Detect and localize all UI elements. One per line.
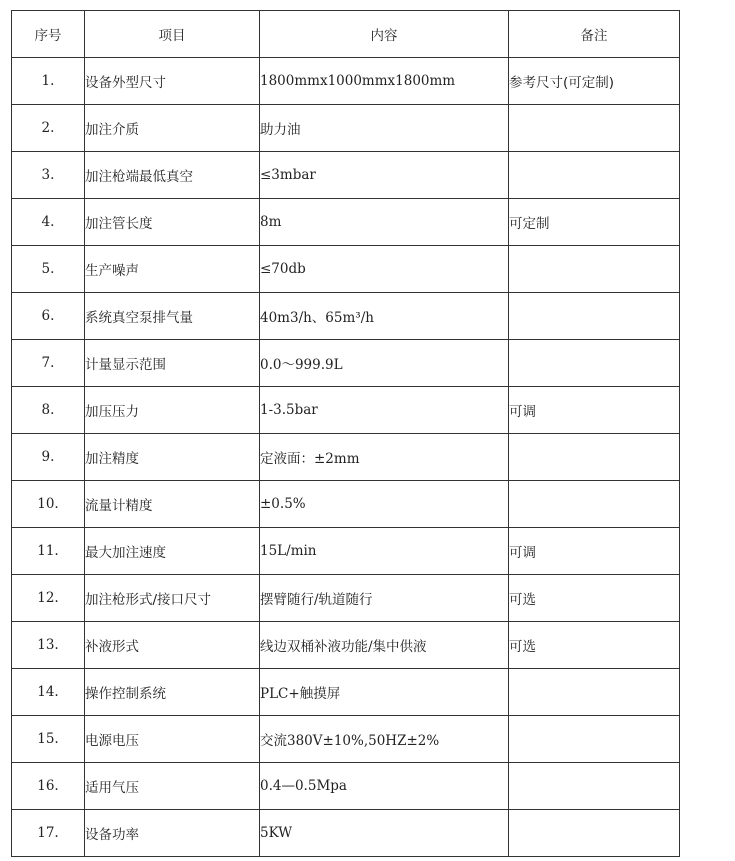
item-name: 最大加注速度	[85, 528, 260, 575]
item-content: 40m3/h、65m³/h	[260, 293, 509, 340]
row-number: 6.	[12, 293, 85, 340]
item-note	[509, 810, 680, 857]
item-name: 加压压力	[85, 387, 260, 434]
item-note: 可调	[509, 528, 680, 575]
item-name: 加注枪形式/接口尺寸	[85, 575, 260, 622]
item-content: 交流380V±10%,50HZ±2%	[260, 716, 509, 763]
row-number: 12.	[12, 575, 85, 622]
item-name: 适用气压	[85, 763, 260, 810]
row-number: 10.	[12, 481, 85, 528]
item-name: 加注介质	[85, 105, 260, 152]
table-row	[12, 434, 680, 481]
item-content: 0.4—0.5Mpa	[260, 763, 509, 810]
item-content: 摆臂随行/轨道随行	[260, 575, 509, 622]
item-name: 补液形式	[85, 622, 260, 669]
item-content: 5KW	[260, 810, 509, 857]
row-number: 13.	[12, 622, 85, 669]
item-name: 加注精度	[85, 434, 260, 481]
item-content: 0.0～999.9L	[260, 340, 509, 387]
header-content: 内容	[260, 11, 509, 58]
header-note: 备注	[509, 11, 680, 58]
item-content: 线边双桶补液功能/集中供液	[260, 622, 509, 669]
row-number: 9.	[12, 434, 85, 481]
item-note	[509, 434, 680, 481]
row-number: 15.	[12, 716, 85, 763]
item-note	[509, 669, 680, 716]
table-row	[12, 58, 680, 105]
item-name: 设备外型尺寸	[85, 58, 260, 105]
item-name: 操作控制系统	[85, 669, 260, 716]
item-name: 系统真空泵排气量	[85, 293, 260, 340]
item-content: 助力油	[260, 105, 509, 152]
row-number: 1.	[12, 58, 85, 105]
table-row	[12, 246, 680, 293]
item-note	[509, 246, 680, 293]
item-note: 可定制	[509, 199, 680, 246]
table-row	[12, 716, 680, 763]
spec-table	[11, 10, 680, 857]
item-content: 定液面：±2mm	[260, 434, 509, 481]
row-number: 11.	[12, 528, 85, 575]
row-number: 8.	[12, 387, 85, 434]
row-number: 3.	[12, 152, 85, 199]
table-row	[12, 293, 680, 340]
row-number: 14.	[12, 669, 85, 716]
item-note: 可选	[509, 575, 680, 622]
row-number: 4.	[12, 199, 85, 246]
row-number: 7.	[12, 340, 85, 387]
item-note: 参考尺寸(可定制)	[509, 58, 680, 105]
item-name: 设备功率	[85, 810, 260, 857]
item-content: 8m	[260, 199, 509, 246]
table-row	[12, 152, 680, 199]
table-row	[12, 669, 680, 716]
row-number: 17.	[12, 810, 85, 857]
item-name: 加注管长度	[85, 199, 260, 246]
item-content: 1800mmx1000mmx1800mm	[260, 58, 509, 105]
item-note	[509, 481, 680, 528]
item-name: 加注枪端最低真空	[85, 152, 260, 199]
item-note	[509, 340, 680, 387]
item-content: 15L/min	[260, 528, 509, 575]
table-row	[12, 810, 680, 857]
header-no: 序号	[12, 11, 85, 58]
item-name: 流量计精度	[85, 481, 260, 528]
table-row	[12, 199, 680, 246]
header-row	[12, 11, 680, 58]
table-row	[12, 387, 680, 434]
row-number: 5.	[12, 246, 85, 293]
row-number: 16.	[12, 763, 85, 810]
table-row	[12, 622, 680, 669]
table-row	[12, 481, 680, 528]
item-note	[509, 152, 680, 199]
item-content: ±0.5%	[260, 481, 509, 528]
item-note	[509, 293, 680, 340]
item-note: 可调	[509, 387, 680, 434]
table-row	[12, 528, 680, 575]
item-name: 计量显示范围	[85, 340, 260, 387]
item-content: ≤3mbar	[260, 152, 509, 199]
table-row	[12, 340, 680, 387]
item-name: 电源电压	[85, 716, 260, 763]
item-note	[509, 716, 680, 763]
item-name: 生产噪声	[85, 246, 260, 293]
table-row	[12, 763, 680, 810]
item-note	[509, 763, 680, 810]
item-note: 可选	[509, 622, 680, 669]
item-note	[509, 105, 680, 152]
header-item: 项目	[85, 11, 260, 58]
table-row	[12, 105, 680, 152]
item-content: PLC+触摸屏	[260, 669, 509, 716]
item-content: 1-3.5bar	[260, 387, 509, 434]
row-number: 2.	[12, 105, 85, 152]
table-row	[12, 575, 680, 622]
item-content: ≤70db	[260, 246, 509, 293]
